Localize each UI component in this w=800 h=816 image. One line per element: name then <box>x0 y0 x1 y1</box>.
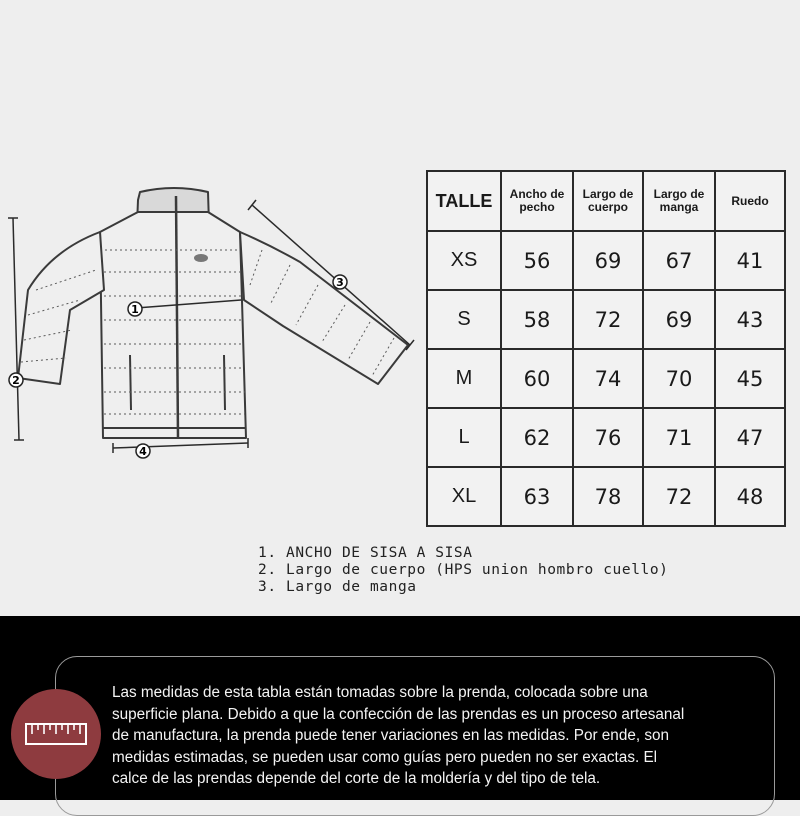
table-row <box>427 467 785 526</box>
measurement-legend <box>258 545 669 596</box>
table-row <box>427 408 785 467</box>
cell-size: S <box>427 290 501 349</box>
cell-ancho-de-pecho: 62 <box>501 408 573 467</box>
legend-item: 2. Largo de cuerpo (HPS union hombro cuello) <box>258 562 669 578</box>
cell-size: L <box>427 408 501 467</box>
cell-largo-de-manga: 67 <box>643 231 715 290</box>
notice-line: medidas estimadas, se pueden usar como guías pero pueden no ser exactas. El <box>112 748 658 766</box>
table-row <box>427 231 785 290</box>
header-ancho-de-pecho: Ancho de pecho <box>501 171 573 231</box>
cell-ancho-de-pecho: 63 <box>501 467 573 526</box>
cell-largo-de-cuerpo: 72 <box>573 290 643 349</box>
cell-largo-de-cuerpo: 74 <box>573 349 643 408</box>
notice-line: de manufactura, la prenda puede tener variaciones en las medidas. Por ende, son <box>112 727 669 744</box>
cell-ancho-de-pecho: 58 <box>501 290 573 349</box>
cell-largo-de-manga: 71 <box>643 408 715 467</box>
cell-ruedo: 48 <box>715 467 785 526</box>
cell-largo-de-manga: 72 <box>643 467 715 526</box>
table-header-row <box>427 171 785 231</box>
cell-largo-de-cuerpo: 76 <box>573 408 643 467</box>
cell-size: M <box>427 349 501 408</box>
cell-ruedo: 47 <box>715 408 785 467</box>
cell-ruedo: 41 <box>715 231 785 290</box>
marker-1: 1 <box>131 303 139 316</box>
cell-ruedo: 45 <box>715 349 785 408</box>
notice-line: calce de las prendas depende del corte de la moldería y del tipo de tela. <box>112 770 601 787</box>
cell-ruedo: 43 <box>715 290 785 349</box>
header-ruedo: Ruedo <box>715 171 785 231</box>
marker-3: 3 <box>336 276 344 289</box>
table-row <box>427 290 785 349</box>
notice-line: superficie plana. Debido a que la confección de las prendas es un proceso artesanal <box>112 705 685 723</box>
cell-ancho-de-pecho: 60 <box>501 349 573 408</box>
cell-ancho-de-pecho: 56 <box>501 231 573 290</box>
cell-largo-de-cuerpo: 69 <box>573 231 643 290</box>
header-largo-de-cuerpo: Largo de cuerpo <box>573 171 643 231</box>
cell-largo-de-manga: 70 <box>643 349 715 408</box>
notice-line: Las medidas de esta tabla están tomadas sobre la prenda, colocada sobre una <box>112 684 648 701</box>
table-row <box>427 349 785 408</box>
cell-size: XS <box>427 231 501 290</box>
header-largo-de-manga: Largo de manga <box>643 171 715 231</box>
size-table <box>426 170 786 527</box>
header-talle: TALLE <box>427 171 501 231</box>
notice-text <box>112 682 772 790</box>
legend-item: 3. Largo de manga <box>258 579 417 595</box>
marker-4: 4 <box>139 445 147 458</box>
ruler-icon <box>11 689 101 779</box>
cell-size: XL <box>427 467 501 526</box>
ruler-badge <box>11 689 101 779</box>
cell-largo-de-manga: 69 <box>643 290 715 349</box>
bear-logo-icon <box>194 254 208 262</box>
cell-largo-de-cuerpo: 78 <box>573 467 643 526</box>
jacket-measurement-diagram <box>0 160 420 480</box>
jacket-left-sleeve <box>18 232 104 384</box>
legend-item: 1. ANCHO DE SISA A SISA <box>258 545 473 561</box>
jacket-right-sleeve <box>240 232 408 384</box>
marker-2: 2 <box>12 374 20 387</box>
